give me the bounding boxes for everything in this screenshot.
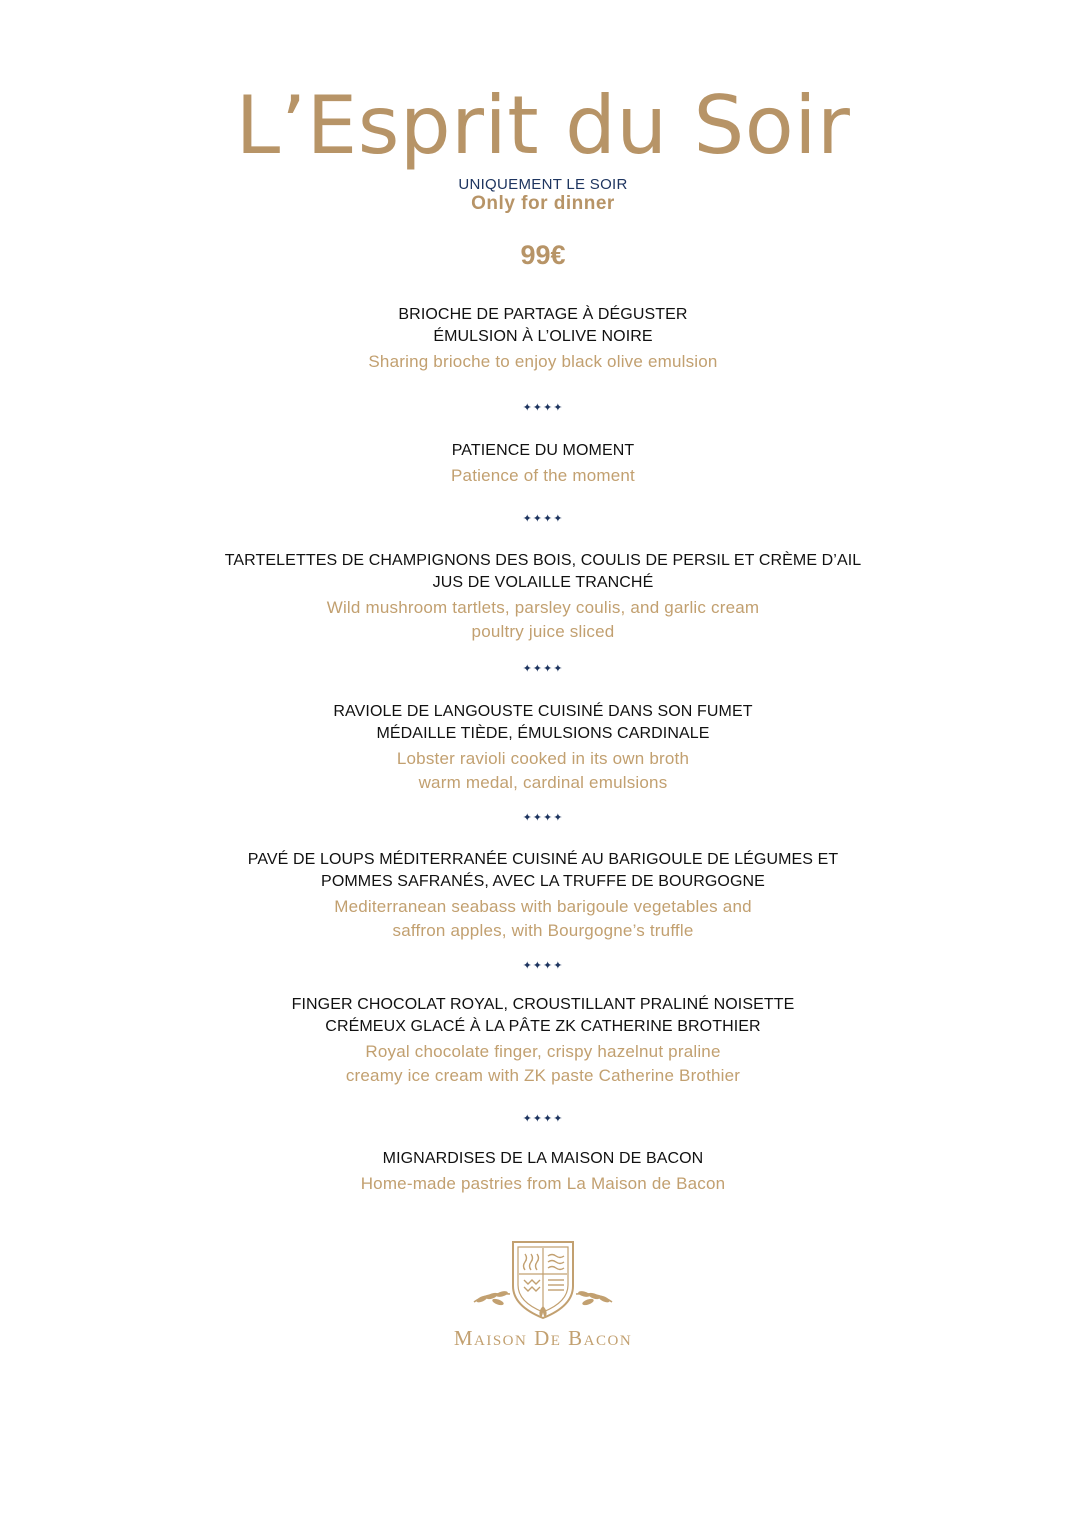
course-6 [0, 994, 1086, 1088]
course-4 [0, 701, 1086, 795]
course-1-en-line-1: Sharing brioche to enjoy black olive emulsion [368, 352, 718, 371]
course-2 [0, 440, 1086, 488]
course-1-fr-line-2: ÉMULSION À L’OLIVE NOIRE [433, 328, 653, 345]
course-5-fr-line-1: PAVÉ DE LOUPS MÉDITERRANÉE CUISINÉ AU BARIGOULE DE LÉGUMES ET [247, 851, 839, 868]
separator-4: ✦✦✦✦ [522, 812, 564, 824]
separator-1: ✦✦✦✦ [522, 402, 564, 414]
course-3 [0, 550, 1086, 644]
course-5 [0, 849, 1086, 943]
separator-6: ✦✦✦✦ [522, 1113, 564, 1125]
separator-5: ✦✦✦✦ [522, 960, 564, 972]
course-6-fr-line-2: CRÉMEUX GLACÉ À LA PÂTE ZK CATHERINE BROTHIER [325, 1018, 761, 1035]
separator-3: ✦✦✦✦ [522, 663, 564, 675]
course-5-fr-line-2: POMMES SAFRANÉS, AVEC LA TRUFFE DE BOURGOGNE [321, 873, 765, 890]
course-7 [0, 1148, 1086, 1196]
course-2-fr-line-1: PATIENCE DU MOMENT [451, 442, 635, 459]
course-7-fr-line-1: MIGNARDISES DE LA MAISON DE BACON [382, 1150, 704, 1167]
course-3-fr-line-2: JUS DE VOLAILLE TRANCHÉ [432, 574, 654, 591]
course-4-fr-line-1: RAVIOLE DE LANGOUSTE CUISINÉ DANS SON FUMET [333, 703, 753, 720]
crest-icon [468, 1236, 618, 1326]
course-7-en-line-1: Home-made pastries from La Maison de Bacon [360, 1174, 726, 1193]
course-5-en-line-1: Mediterranean seabass with barigoule vegetables and [334, 897, 752, 916]
menu-title: L’Esprit du Soir [235, 79, 851, 172]
course-4-en-line-2: warm medal, cardinal emulsions [418, 773, 668, 792]
course-4-en-line-1: Lobster ravioli cooked in its own broth [396, 749, 690, 768]
subtitle-french: UNIQUEMENT LE SOIR [458, 176, 628, 193]
course-3-en-line-1: Wild mushroom tartlets, parsley coulis, and garlic cream [326, 598, 760, 617]
course-3-en-line-2: poultry juice sliced [471, 622, 615, 641]
course-6-fr-line-1: FINGER CHOCOLAT ROYAL, CROUSTILLANT PRALINÉ NOISETTE [291, 996, 795, 1013]
brand-name: Maison De Bacon [453, 1326, 633, 1350]
course-3-fr-line-1: TARTELETTES DE CHAMPIGNONS DES BOIS, COULIS DE PERSIL ET CRÈME D’AIL [224, 552, 862, 569]
subtitle-english: Only for dinner [471, 193, 615, 214]
brand-logo [0, 1236, 1086, 1326]
course-2-en-line-1: Patience of the moment [451, 466, 635, 485]
course-1-fr-line-1: BRIOCHE DE PARTAGE À DÉGUSTER [398, 306, 688, 323]
course-1 [0, 304, 1086, 374]
course-6-en-line-1: Royal chocolate finger, crispy hazelnut praline [365, 1042, 721, 1061]
course-5-en-line-2: saffron apples, with Bourgogne’s truffle [392, 921, 694, 940]
course-6-en-line-2: creamy ice cream with ZK paste Catherine Brothier [345, 1066, 741, 1085]
separator-2: ✦✦✦✦ [522, 513, 564, 525]
menu-price: 99€ [520, 240, 566, 270]
course-4-fr-line-2: MÉDAILLE TIÈDE, ÉMULSIONS CARDINALE [376, 725, 710, 742]
